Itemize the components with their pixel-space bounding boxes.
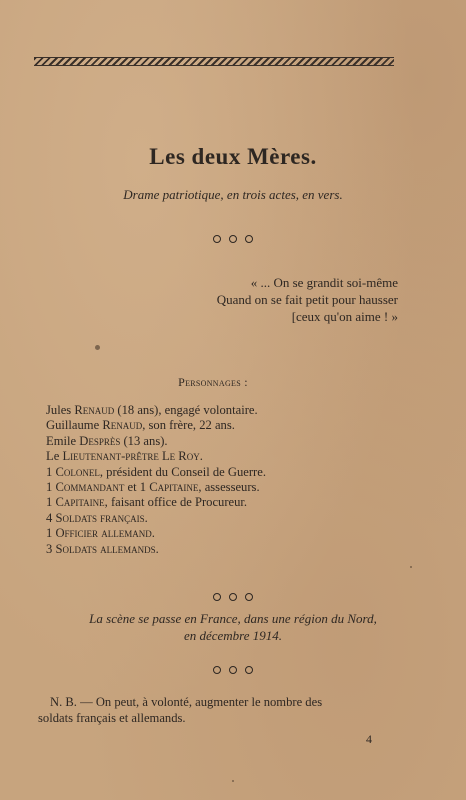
paper-speck bbox=[232, 780, 234, 782]
cast-row: Emile Desprès (13 ans). bbox=[46, 433, 168, 448]
epigraph-line: Quand on se fait petit pour hausser bbox=[216, 292, 398, 307]
ornamental-header-rule bbox=[34, 57, 394, 66]
note-line: soldats français et allemands. bbox=[38, 711, 186, 725]
dot-icon bbox=[229, 593, 237, 601]
cast-row: 1 Commandant et 1 Capitaine, assesseurs. bbox=[46, 480, 260, 495]
cast-row: 1 Officier allemand. bbox=[46, 526, 155, 541]
dot-icon bbox=[229, 235, 237, 243]
play-title: Les deux Mères. bbox=[149, 144, 317, 169]
dot-ornament-1 bbox=[0, 228, 466, 238]
epigraph-line: « ... On se grandit soi-même bbox=[250, 275, 398, 290]
cast-row: 1 Capitaine, faisant office de Procureur. bbox=[46, 495, 248, 510]
dot-ornament-2 bbox=[0, 586, 466, 596]
dot-icon bbox=[245, 666, 253, 674]
scene-line: en décembre 1914. bbox=[183, 628, 283, 643]
cast-heading: Personnages : bbox=[178, 375, 248, 389]
epigraph-line: [ceux qu'on aime ! » bbox=[291, 309, 398, 324]
cast-row: Le Lieutenant-prêtre Le Roy. bbox=[46, 449, 203, 464]
epigraph bbox=[138, 274, 398, 325]
dot-icon bbox=[213, 235, 221, 243]
page-number: 4 bbox=[366, 732, 372, 746]
dot-icon bbox=[213, 593, 221, 601]
cast-row: 4 Soldats français. bbox=[46, 510, 148, 525]
dot-icon bbox=[245, 235, 253, 243]
dot-ornament-3 bbox=[0, 659, 466, 669]
paper-speck bbox=[410, 566, 412, 568]
cast-row: 3 Soldats allemands. bbox=[46, 541, 159, 556]
cast-row: Guillaume Renaud, son frère, 22 ans. bbox=[46, 418, 235, 433]
dot-icon bbox=[229, 666, 237, 674]
dot-icon bbox=[245, 593, 253, 601]
play-subtitle: Drame patriotique, en trois actes, en vers. bbox=[123, 187, 343, 202]
cast-list bbox=[46, 403, 436, 557]
nota-bene bbox=[38, 694, 400, 726]
note-line: N. B. — On peut, à volonté, augmenter le nombre des bbox=[50, 695, 323, 709]
cast-row: 1 Colonel, président du Conseil de Guerre. bbox=[46, 464, 266, 479]
paper-speck bbox=[95, 345, 100, 350]
scene-setting bbox=[0, 610, 466, 644]
dot-icon bbox=[213, 666, 221, 674]
cast-row: Jules Renaud (18 ans), engagé volontaire. bbox=[46, 403, 258, 417]
scene-line: La scène se passe en France, dans une région du Nord, bbox=[89, 611, 377, 626]
